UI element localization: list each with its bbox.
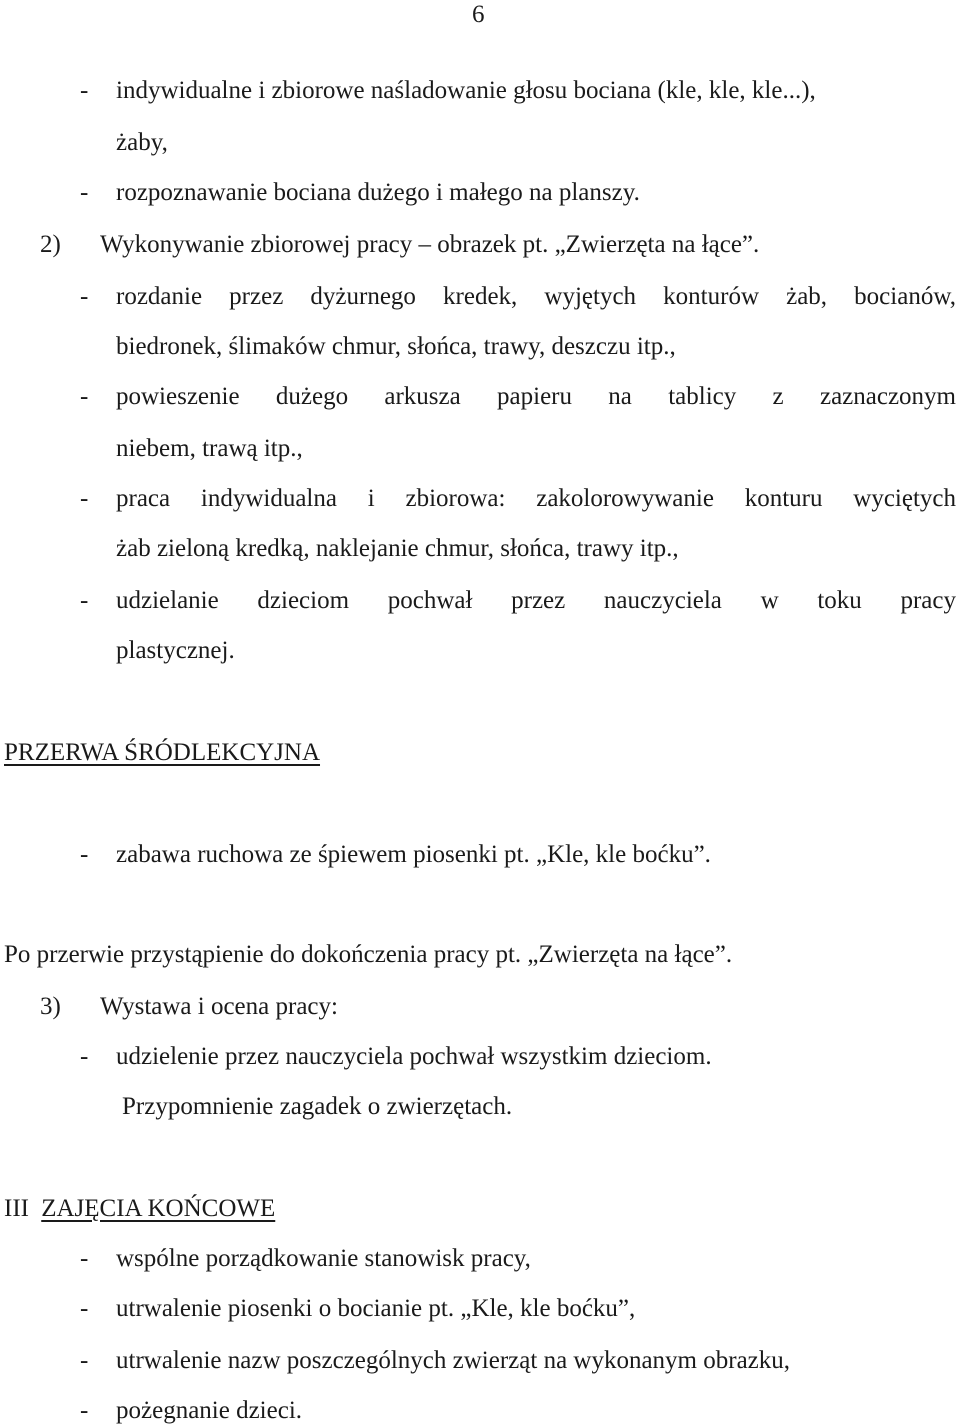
section-heading (4, 1196, 275, 1221)
list-item-text: zabawa ruchowa ze śpiewem piosenki pt. „Kle, kle boćku”. (116, 841, 711, 868)
list-item-text: wspólne porządkowanie stanowisk pracy, (116, 1245, 531, 1272)
list-dash: - (80, 1347, 89, 1374)
list-dash: - (80, 1245, 89, 1272)
list-item (0, 1296, 960, 1326)
list-item-continuation: żab zieloną kredką, naklejanie chmur, słońca, trawy itp., (116, 535, 679, 562)
list-dash: - (80, 841, 89, 868)
step-text: Wystawa i ocena pracy: (100, 993, 338, 1020)
page-number: 6 (472, 1, 485, 28)
list-item-text: indywidualne i zbiorowe naśladowanie głosu bociana (kle, kle, kle...), (116, 77, 816, 104)
list-item-text: praca indywidualna i zbiorowa: zakolorowywanie konturu wyciętych (116, 485, 956, 512)
section-heading-break: PRZERWA ŚRÓDLEKCYJNA (4, 739, 321, 766)
list-item-continuation: niebem, trawą itp., (116, 435, 303, 462)
list-dash: - (80, 1397, 89, 1424)
list-item (0, 588, 960, 618)
list-item-text: rozpoznawanie bociana dużego i małego na planszy. (116, 179, 640, 206)
list-item-text: pożegnanie dzieci. (116, 1397, 303, 1424)
list-item (0, 1398, 960, 1428)
step-number: 2) (40, 231, 61, 258)
list-item-text: utrwalenie nazw poszczególnych zwierząt na wykonanym obrazku, (116, 1347, 791, 1374)
list-item-text: rozdanie przez dyżurnego kredek, wyjętych konturów żab, bocianów, (116, 283, 956, 310)
list-item-text: utrwalenie piosenki o bocianie pt. „Kle, kle boćku”, (116, 1295, 636, 1322)
step-text: Wykonywanie zbiorowej pracy – obrazek pt. „Zwierzęta na łące”. (100, 231, 760, 258)
list-dash: - (80, 587, 89, 614)
list-dash: - (80, 1043, 89, 1070)
list-item (0, 1348, 960, 1378)
list-item-continuation: plastycznej. (116, 637, 235, 664)
list-item (0, 180, 960, 210)
list-item-text: udzielenie przez nauczyciela pochwał wszystkim dzieciom. (116, 1043, 712, 1070)
list-item (0, 842, 960, 872)
section-title: ZAJĘCIA KOŃCOWE (41, 1195, 276, 1222)
list-item (0, 1246, 960, 1276)
list-item-continuation: żaby, (116, 129, 168, 156)
note-text: Przypomnienie zagadek o zwierzętach. (122, 1093, 513, 1120)
roman-numeral: III (4, 1195, 29, 1222)
list-item (0, 1044, 960, 1074)
list-item (0, 486, 960, 516)
list-item (0, 284, 960, 314)
step-number: 3) (40, 993, 61, 1020)
list-item (0, 78, 960, 108)
list-dash: - (80, 485, 89, 512)
list-item-continuation: biedronek, ślimaków chmur, słońca, trawy, deszczu itp., (116, 333, 676, 360)
list-dash: - (80, 283, 89, 310)
list-item-text: udzielanie dzieciom pochwał przez nauczyciela w toku pracy (116, 587, 956, 614)
list-dash: - (80, 383, 89, 410)
list-dash: - (80, 1295, 89, 1322)
list-dash: - (80, 179, 89, 206)
paragraph: Po przerwie przystąpienie do dokończenia pracy pt. „Zwierzęta na łące”. (4, 941, 733, 968)
list-dash: - (80, 77, 89, 104)
list-item (0, 384, 960, 414)
numbered-step (0, 232, 960, 262)
list-item-text: powieszenie dużego arkusza papieru na tablicy z zaznaczonym (116, 383, 956, 410)
numbered-step (0, 994, 960, 1024)
